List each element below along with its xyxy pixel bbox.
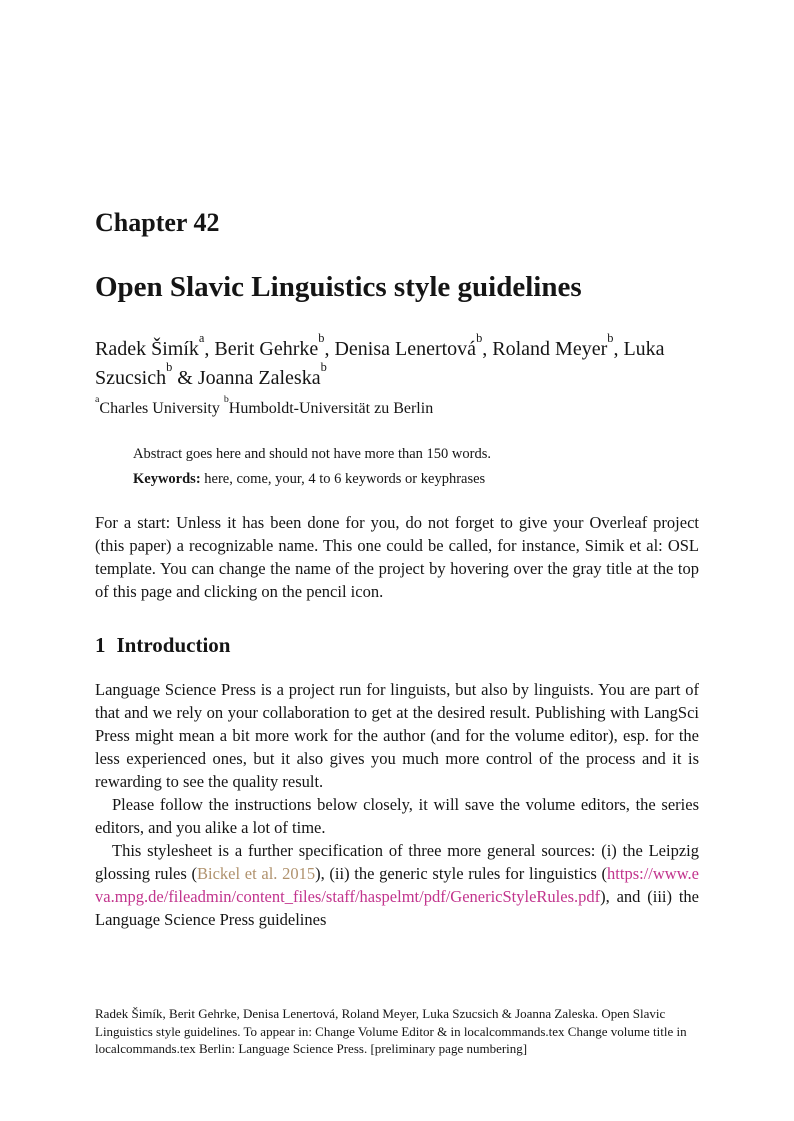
section-number: 1	[95, 633, 106, 657]
affiliation-name: Charles University	[99, 400, 224, 417]
paragraph-intro: Language Science Press is a project run for linguists, but also by linguists. You are part of that and we rely on your collaboration to get at the desired result. Publishing with LangSci Press might mean a bit more work for the author (and for the volume editor), esp. for the less experienced ones, but it also gives you much more control of the process and it is rewarding to see the quality result.	[95, 680, 699, 791]
paragraph-sources-text: This stylesheet is a further specification of three more general sources: (i) the Leipzig glossing rules (	[95, 841, 699, 883]
keywords-text: here, come, your, 4 to 6 keywords or keyphrases	[200, 471, 486, 487]
author-affiliation-marker: a	[198, 330, 205, 345]
chapter-heading: Chapter 42	[95, 208, 220, 237]
affiliation-name: Humboldt-Universität zu Berlin	[228, 400, 434, 417]
author-name: Roland Meyer	[492, 338, 608, 360]
keywords-label: Keywords:	[133, 471, 201, 487]
author-separator: ,	[204, 338, 215, 360]
author-separator: ,	[482, 338, 493, 360]
paragraph-sources-text: ), (ii) the generic style rules for linguistics (	[315, 864, 608, 883]
section-heading	[95, 631, 699, 659]
url-link[interactable]: https://www.eva.mpg.de/fileadmin/content_files/staff/haspelmt/pdf/GenericStyleRules.pdf	[95, 864, 699, 906]
abstract-block	[133, 444, 661, 489]
author-separator: ,	[324, 338, 335, 360]
author-affiliation-marker: b	[318, 330, 325, 345]
affiliation-marker: a	[95, 394, 100, 406]
author-separator: ,	[613, 338, 624, 360]
author-affiliation-marker: b	[320, 359, 327, 374]
paper-title: Open Slavic Linguistics style guidelines	[95, 271, 582, 303]
affiliation-marker: b	[223, 394, 229, 406]
citation-link[interactable]: Bickel et al. 2015	[196, 864, 316, 883]
paragraph-follow: Please follow the instructions below closely, it will save the volume editors, the series editors, and you alike a lot of time.	[95, 795, 699, 837]
authors-line	[95, 330, 699, 393]
author-affiliation-marker: b	[476, 330, 483, 345]
footer-citation: Radek Šimík, Berit Gehrke, Denisa Lenertová, Roland Meyer, Luka Szucsich & Joanna Zaleska. Open Slavic Linguistics style guidelines. To appear in: Change Volume Editor & in localcommands.tex Change volume title in localcommands.tex Berlin: Language Science Press. [preliminary page numbering]	[95, 1006, 687, 1056]
keywords-line	[133, 469, 661, 489]
author-affiliation-marker: b	[607, 330, 614, 345]
author-name: Radek Šimík	[95, 338, 199, 360]
author-name: Luka Szucsich	[95, 338, 665, 389]
author-name: Joanna Zaleska	[197, 367, 321, 389]
affiliations-line	[95, 394, 699, 420]
author-affiliation-marker: b	[166, 359, 173, 374]
author-name: Denisa Lenertová	[334, 338, 477, 360]
paragraph-sources-text: ), and (iii) the Language Science Press guidelines	[95, 887, 699, 929]
paragraph-start: For a start: Unless it has been done for you, do not forget to give your Overleaf project (this paper) a recognizable name. This one could be called, for instance, Simik et al: OSL template. You can change the name of the project by hovering over the gray title at the top of this page and clicking on the pencil icon.	[95, 513, 699, 601]
abstract-text: Abstract goes here and should not have more than 150 words.	[133, 446, 491, 462]
author-separator: &	[172, 367, 198, 389]
author-name: Berit Gehrke	[214, 338, 319, 360]
section-title: Introduction	[116, 633, 231, 657]
paragraph-sources	[95, 839, 699, 931]
